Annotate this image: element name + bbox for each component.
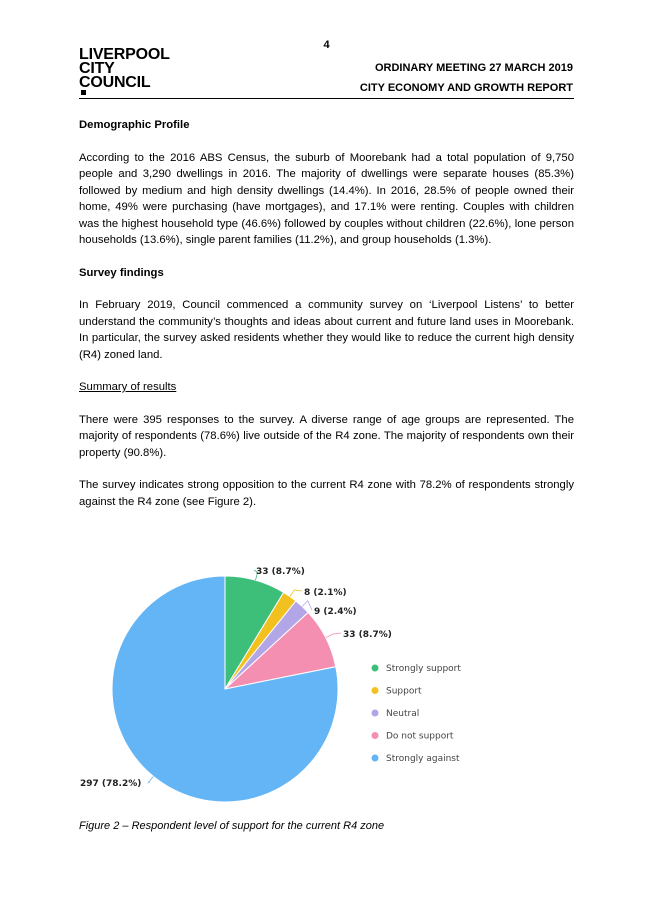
header-divider: [79, 98, 574, 99]
legend-marker: [372, 710, 379, 717]
data-label: 297 (78.2%): [80, 779, 142, 789]
figure-caption: Figure 2 – Respondent level of support for the current R4 zone: [79, 820, 385, 832]
page-number: 4: [323, 39, 330, 51]
support-pie-chart: [70, 548, 510, 818]
data-label: 33 (8.7%): [256, 567, 305, 577]
document-body: [79, 117, 574, 526]
report-header: [360, 58, 573, 98]
summary-paragraph-2: The survey indicates strong opposition to the current R4 zone with 78.2% of respondents strongly against the R4 zone (see Figure 2).: [79, 479, 574, 508]
summary-paragraph-1: There were 395 responses to the survey. A diverse range of age groups are represented. The majority of respondents (78.6%) live outside of the R4 zone. The majority of respondents own their property (90.8%).: [79, 413, 574, 459]
legend-label: Support: [386, 686, 422, 697]
leader-line: [148, 776, 153, 782]
legend-marker: [372, 732, 379, 739]
summary-heading: Summary of results: [79, 381, 177, 393]
report-title: CITY ECONOMY AND GROWTH REPORT: [359, 82, 573, 94]
leader-line: [326, 633, 341, 638]
leader-line: [290, 590, 302, 597]
legend-label: Strongly against: [386, 754, 460, 765]
demographic-heading: Demographic Profile: [79, 119, 190, 131]
logo-line-1: LIVERPOOL: [79, 46, 170, 63]
legend-label: Do not support: [386, 731, 454, 742]
meeting-title: ORDINARY MEETING 27 MARCH 2019: [374, 62, 573, 74]
legend-marker: [372, 687, 379, 694]
survey-paragraph: In February 2019, Council commenced a community survey on ‘Liverpool Listens’ to better understand the community’s thoughts and ideas about current and future land uses in Moorebank. In particular, the survey asked residents whether they would like to reduce the current high density (R4) zoned land.: [79, 299, 574, 361]
legend-marker: [372, 755, 379, 762]
data-label: 9 (2.4%): [314, 607, 357, 617]
council-logo: [79, 48, 170, 95]
legend-label: Strongly support: [386, 664, 461, 675]
legend-label: Neutral: [386, 709, 420, 720]
data-label: 33 (8.7%): [343, 630, 392, 640]
legend-marker: [372, 665, 379, 672]
data-label: 8 (2.1%): [304, 588, 347, 598]
demographic-paragraph: According to the 2016 ABS Census, the suburb of Moorebank had a total population of 9,750 people and 3,290 dwellings in 2016. The majority of dwellings were separate houses (85.3%) followed by medium and high density dwellings (14.4%). In 2016, 28.5% of people owned their home, 49% were purchasing (have mortgages), and 17.1% were renting. Couples with children was the highest household type (46.6%) followed by couples without children (22.6%), lone person households (13.6%), single parent families (11.2%), and group households (1.3%).: [79, 151, 574, 246]
logo-line-3: COUNCIL: [79, 76, 170, 95]
logo-line-2: CITY: [79, 60, 115, 77]
pie-chart-svg: [70, 548, 510, 818]
survey-heading: Survey findings: [79, 266, 164, 279]
